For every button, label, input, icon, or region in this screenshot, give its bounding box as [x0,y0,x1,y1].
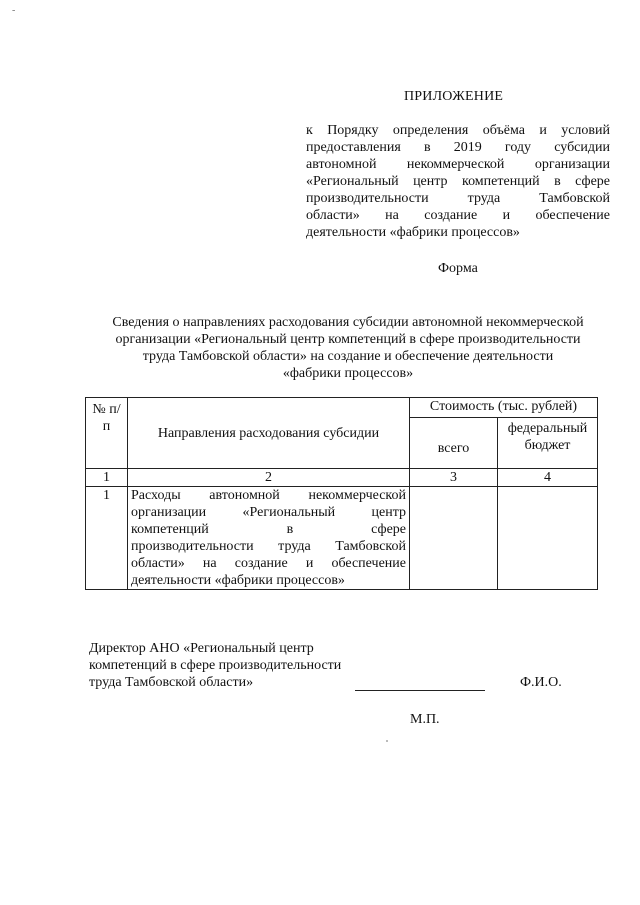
stamp-place: М.П. [410,712,440,727]
appendix-line: деятельности «фабрики процессов» [306,225,520,240]
direction-line: Расходы автономной некоммерческой [131,488,406,503]
signature-block [89,640,341,691]
signature-line: труда Тамбовской области» [89,675,254,690]
header-cost: Стоимость (тыс. рублей) [410,398,598,418]
heading-line: «фабрики процессов» [282,366,414,381]
heading-line: труда Тамбовской области» на создание и обеспечение деятельности [142,349,554,364]
corner-mark: - [12,5,16,16]
index-cell: 2 [128,469,410,487]
row-federal [498,487,598,590]
direction-line: области» на создание и обеспечение [131,556,406,571]
heading-line: Сведения о направлениях расходования субсидии автономной некоммерческой [112,315,584,330]
direction-line: компетенций в сфере [131,522,406,537]
header-direction: Направления расходования субсидии [128,398,410,469]
appendix-line: «Региональный центр компетенций в сфере [306,174,610,189]
direction-line: производительности труда Тамбовской [131,539,406,554]
index-cell: 1 [86,469,128,487]
appendix-line: предоставления в 2019 году субсидии [306,140,610,155]
header-federal: федеральный бюджет [498,418,598,469]
document-heading [80,314,616,382]
heading-line: организации «Региональный центр компетенций в сфере производительности [115,332,581,347]
appendix-line: производительности труда Тамбовской [306,191,610,206]
appendix-title: ПРИЛОЖЕНИЕ [404,89,504,104]
direction-line: деятельности «фабрики процессов» [131,573,345,588]
row-total [410,487,498,590]
scan-speck [386,740,388,742]
form-label: Форма [438,261,478,276]
name-placeholder: Ф.И.О. [520,675,562,690]
index-cell: 4 [498,469,598,487]
signature-line: компетенций в сфере производительности [89,658,342,673]
header-total: всего [410,418,498,469]
appendix-line: области» на создание и обеспечение [306,208,610,223]
appendix-line: автономной некоммерческой организации [306,157,610,172]
direction-line: организации «Региональный центр [131,505,406,520]
row-num: 1 [86,487,128,590]
signature-underline [355,690,485,691]
appendix-line: к Порядку определения объёма и условий [306,123,610,138]
signature-line: Директор АНО «Региональный центр [89,641,314,656]
index-cell: 3 [410,469,498,487]
appendix-reference [306,122,610,241]
expenditure-table [85,397,598,590]
row-direction [128,487,410,590]
table-row [86,487,598,590]
header-num: № п/п [86,398,128,469]
